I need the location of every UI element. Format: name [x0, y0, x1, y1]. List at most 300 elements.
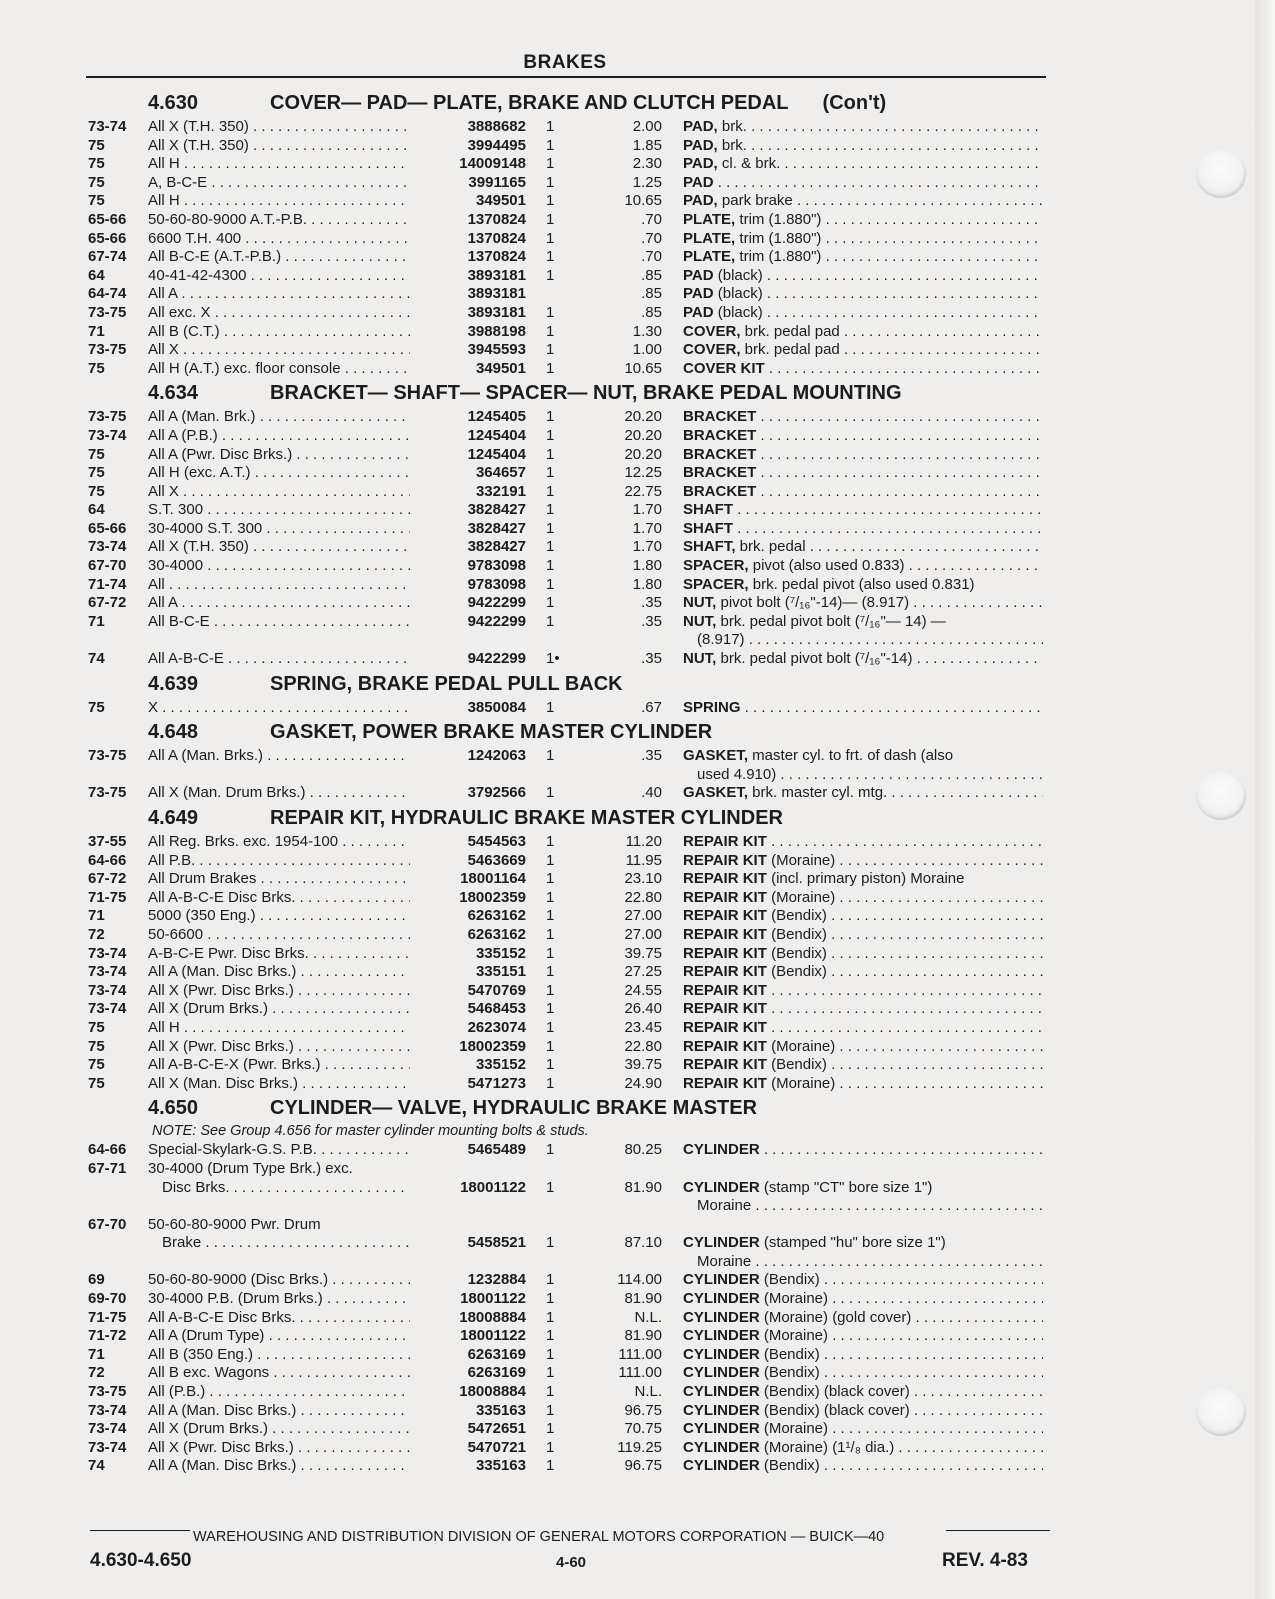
- quantity: 1: [546, 612, 555, 630]
- footer-rule-right: [946, 1530, 1050, 1531]
- part-description: [683, 248, 1043, 267]
- list-price: .70: [641, 248, 662, 266]
- part-description: [683, 747, 1043, 766]
- model-year: 75: [88, 136, 105, 154]
- model-year: 73-74: [88, 426, 127, 444]
- application: 50-60-80-9000 Pwr. Drum: [148, 1215, 321, 1233]
- part-detail: (Bendix) (black cover): [759, 1401, 910, 1419]
- application: All A (Pwr. Disc Brks.) . . .: [148, 446, 420, 465]
- part-number: 1242063: [410, 747, 526, 766]
- table-row: [0, 631, 1255, 650]
- model-year: 75: [88, 698, 105, 716]
- part-name: BRACKET: [683, 445, 757, 463]
- part-description: [683, 1197, 1043, 1216]
- part-number: 3988198: [410, 323, 526, 342]
- part-detail: (Bendix): [766, 944, 827, 962]
- part-description: [683, 1383, 1043, 1402]
- section-heading: [0, 717, 1255, 747]
- quantity: 1: [546, 266, 555, 284]
- part-description: [683, 650, 1043, 669]
- part-name: REPAIR KIT: [683, 1074, 767, 1092]
- quantity: 1: [546, 1290, 555, 1308]
- application: All X (Drum Brks.) . . .: [148, 1420, 420, 1439]
- application: All A-B-C-E Disc Brks. . . .: [148, 1309, 420, 1328]
- part-number: 5465489: [410, 1141, 526, 1160]
- quantity: 1: [546, 907, 555, 925]
- model-year: 75: [88, 173, 105, 191]
- part-name: PAD,: [683, 192, 718, 210]
- table-row: [0, 192, 1255, 211]
- part-name: SPACER,: [683, 575, 749, 593]
- list-price: 96.75: [624, 1401, 662, 1419]
- model-year: 73-74: [88, 1000, 127, 1018]
- page-edge: [1255, 0, 1275, 1599]
- part-name: REPAIR KIT: [683, 925, 767, 943]
- quantity: 1: [546, 1364, 555, 1382]
- model-year: 69: [88, 1271, 105, 1289]
- table-row: [0, 1420, 1255, 1439]
- part-number: 3828427: [410, 501, 526, 520]
- part-detail: park brake: [717, 192, 793, 210]
- part-number: 5468453: [410, 1000, 526, 1019]
- application: All X (T.H. 350) . . .: [148, 118, 420, 137]
- application: 6600 T.H. 400 . . .: [148, 230, 420, 249]
- part-number: 1232884: [410, 1271, 526, 1290]
- part-name: REPAIR KIT: [683, 963, 767, 981]
- part-description: [683, 446, 1043, 465]
- part-description: [683, 285, 1043, 304]
- part-description: [683, 155, 1043, 174]
- section-heading: [0, 803, 1255, 833]
- model-year: 75: [88, 464, 105, 482]
- parts-list: [0, 88, 1255, 1476]
- application: All B-C-E (A.T.-P.B.) . . .: [148, 248, 420, 267]
- application: 30-4000 S.T. 300 . . .: [148, 520, 420, 539]
- part-number: 3888682: [410, 118, 526, 137]
- part-name: CYLINDER: [683, 1271, 760, 1289]
- table-row: [0, 360, 1255, 379]
- table-row: [0, 1197, 1255, 1216]
- list-price: 1.80: [632, 557, 662, 575]
- list-price: 23.10: [624, 870, 662, 888]
- part-detail: brk. pedal: [735, 538, 806, 556]
- list-price: 20.20: [624, 445, 662, 463]
- application: All X (Pwr. Disc Brks.) . . .: [148, 982, 420, 1001]
- section-title: [270, 721, 712, 744]
- part-number: 18001122: [410, 1179, 526, 1198]
- part-detail: (stamped "hu" bore size 1"): [759, 1234, 946, 1252]
- part-detail: brk. pedal pad: [740, 341, 840, 359]
- part-number: 18001122: [410, 1290, 526, 1309]
- part-number: 6263162: [410, 907, 526, 926]
- quantity: 1: [546, 833, 555, 850]
- table-row: [0, 427, 1255, 446]
- table-row: [0, 155, 1255, 174]
- quantity: 1: [546, 870, 555, 888]
- application: S.T. 300 . . .: [148, 501, 420, 520]
- part-number: 5471273: [410, 1075, 526, 1094]
- quantity: 1: [546, 322, 555, 340]
- model-year: 74: [88, 1457, 105, 1475]
- application: All X . . .: [148, 341, 420, 360]
- part-description: [683, 427, 1043, 446]
- part-description: [683, 852, 1043, 871]
- part-name: NUT,: [683, 612, 717, 630]
- part-name: GASKET,: [683, 747, 749, 765]
- table-row: [0, 118, 1255, 137]
- table-row: [0, 907, 1255, 926]
- part-name: PAD: [683, 266, 714, 284]
- footer-division-text: WAREHOUSING AND DISTRIBUTION DIVISION OF GENERAL MOTORS CORPORATION — BUICK—40: [193, 1529, 885, 1545]
- model-year: 64: [88, 501, 105, 519]
- header-rule: [86, 76, 1046, 78]
- quantity: 1: [546, 519, 555, 537]
- part-number: 1245404: [410, 427, 526, 446]
- model-year: 75: [88, 359, 105, 377]
- part-name: REPAIR KIT: [683, 1056, 767, 1074]
- list-price: 87.10: [624, 1234, 662, 1252]
- part-number: 18008884: [410, 1309, 526, 1328]
- quantity: 1: [546, 136, 555, 154]
- part-detail: Moraine: [697, 1197, 752, 1215]
- table-row: [0, 1000, 1255, 1019]
- part-number: 9783098: [410, 576, 526, 595]
- application: All H (A.T.) exc. floor console . . .: [148, 360, 420, 379]
- list-price: .67: [641, 698, 662, 716]
- application: All X (Pwr. Disc Brks.) . . .: [148, 1439, 420, 1458]
- table-row: [0, 613, 1255, 632]
- part-description: [683, 870, 1043, 889]
- part-number: 3991165: [410, 174, 526, 193]
- part-detail: (Moraine): [759, 1290, 829, 1308]
- part-detail: (Moraine): [759, 1420, 829, 1438]
- application: All X (Man. Disc Brks.) . . .: [148, 1075, 420, 1094]
- part-name: SHAFT,: [683, 538, 736, 556]
- part-name: BRACKET: [683, 426, 757, 444]
- part-name: REPAIR KIT: [683, 833, 767, 850]
- list-price: .70: [641, 229, 662, 247]
- part-detail: brk.: [717, 118, 747, 135]
- table-row: [0, 1457, 1255, 1476]
- part-number: 3893181: [410, 285, 526, 304]
- part-name: SPRING: [683, 698, 741, 716]
- model-year: 73-74: [88, 1420, 127, 1438]
- part-description: [683, 1327, 1043, 1346]
- application: 30-4000 P.B. (Drum Brks.) . . .: [148, 1290, 420, 1309]
- part-name: PAD,: [683, 155, 718, 173]
- model-year: 64-74: [88, 285, 127, 303]
- part-number: 3994495: [410, 137, 526, 156]
- part-number: 3850084: [410, 699, 526, 718]
- list-price: 23.45: [624, 1018, 662, 1036]
- list-price: 2.30: [632, 155, 662, 173]
- table-row: [0, 408, 1255, 427]
- part-name: REPAIR KIT: [683, 1037, 767, 1055]
- model-year: 67-71: [88, 1159, 127, 1177]
- part-number: 18001122: [410, 1327, 526, 1346]
- part-number: 335152: [410, 1056, 526, 1075]
- list-price: 39.75: [624, 1056, 662, 1074]
- part-name: SPACER,: [683, 557, 749, 575]
- part-name: CYLINDER: [683, 1420, 760, 1438]
- part-description: [683, 576, 1043, 595]
- part-number: 5454563: [410, 833, 526, 852]
- model-year: 73-75: [88, 408, 127, 426]
- table-row: [0, 945, 1255, 964]
- part-name: REPAIR KIT: [683, 870, 767, 888]
- table-row: [0, 248, 1255, 267]
- application: All X . . .: [148, 483, 420, 502]
- list-price: 11.95: [625, 851, 662, 869]
- part-description: [683, 613, 1043, 632]
- section-title-text: COVER— PAD— PLATE, BRAKE AND CLUTCH PEDAL: [270, 92, 789, 114]
- list-price: 39.75: [624, 944, 662, 962]
- application: All A (Man. Brks.) . . .: [148, 747, 420, 766]
- model-year: 74: [88, 650, 105, 668]
- part-detail: cl. & brk.: [717, 155, 781, 173]
- table-row: [0, 520, 1255, 539]
- table-row: [0, 1402, 1255, 1421]
- table-row: [0, 267, 1255, 286]
- application: All A (Man. Disc Brks.) . . .: [148, 1457, 420, 1476]
- list-price: 96.75: [624, 1457, 662, 1475]
- part-number: 335151: [410, 963, 526, 982]
- model-year: 73-75: [88, 1383, 127, 1401]
- application: All X (Drum Brks.) . . .: [148, 1000, 420, 1019]
- quantity: 1: [546, 1178, 555, 1196]
- quantity: 1: [546, 1457, 555, 1475]
- part-detail: (incl. primary piston) Moraine: [766, 870, 965, 888]
- list-price: 22.75: [624, 482, 662, 500]
- application: All Drum Brakes . . .: [148, 870, 420, 889]
- list-price: 1.70: [632, 538, 662, 556]
- part-detail: (8.917): [697, 631, 745, 649]
- model-year: 73-74: [88, 1438, 127, 1456]
- quantity: 1: [546, 464, 555, 482]
- section-title: [270, 1097, 757, 1120]
- quantity: 1: [546, 888, 555, 906]
- table-row: [0, 852, 1255, 871]
- part-number: 9422299: [410, 613, 526, 632]
- part-description: [683, 1402, 1043, 1421]
- part-name: CYLINDER: [683, 1290, 760, 1308]
- part-number: 5463669: [410, 852, 526, 871]
- model-year: 64-66: [88, 851, 127, 869]
- part-number: 9422299: [410, 650, 526, 669]
- model-year: 67-70: [88, 557, 127, 575]
- model-year: 71: [88, 612, 105, 630]
- part-number: 3828427: [410, 538, 526, 557]
- part-description: [683, 483, 1043, 502]
- quantity: 1: [546, 557, 555, 575]
- part-name: PLATE,: [683, 248, 736, 266]
- list-price: 27.25: [624, 963, 662, 981]
- table-row: [0, 323, 1255, 342]
- model-year: 67-72: [88, 594, 127, 612]
- application: 40-41-42-4300 . . .: [148, 267, 420, 286]
- part-detail: (Bendix): [759, 1345, 820, 1363]
- part-number: 364657: [410, 464, 526, 483]
- model-year: 69-70: [88, 1290, 127, 1308]
- part-name: REPAIR KIT: [683, 1018, 767, 1036]
- part-name: REPAIR KIT: [683, 1000, 767, 1018]
- part-number: 1370824: [410, 211, 526, 230]
- section-title: [270, 92, 886, 115]
- part-name: REPAIR KIT: [683, 944, 767, 962]
- application: Disc Brks. . . .: [148, 1179, 420, 1198]
- part-detail: (Moraine): [766, 1074, 836, 1092]
- part-detail: (Bendix) (black cover): [759, 1383, 910, 1401]
- list-price: 20.20: [624, 408, 662, 426]
- part-description: [683, 1364, 1043, 1383]
- part-description: [683, 833, 1043, 852]
- part-detail: (Moraine): [766, 1037, 836, 1055]
- part-name: CYLINDER: [683, 1438, 760, 1456]
- part-description: [683, 408, 1043, 427]
- model-year: 67-72: [88, 870, 127, 888]
- part-number: 5470721: [410, 1439, 526, 1458]
- part-description: [683, 1271, 1043, 1290]
- part-description: [683, 464, 1043, 483]
- application: All A-B-C-E Disc Brks. . . .: [148, 889, 420, 908]
- part-description: [683, 889, 1043, 908]
- list-price: 22.80: [624, 888, 662, 906]
- part-name: PAD: [683, 173, 714, 191]
- quantity: 1: [546, 594, 555, 612]
- model-year: 73-74: [88, 981, 127, 999]
- section-title-text: SPRING, BRAKE PEDAL PULL BACK: [270, 672, 623, 695]
- quantity: 1: [546, 445, 555, 463]
- part-name: REPAIR KIT: [683, 907, 767, 925]
- application: All B (350 Eng.) . . .: [148, 1346, 420, 1365]
- part-name: BRACKET: [683, 482, 757, 500]
- list-price: 119.25: [617, 1438, 662, 1456]
- application: 50-60-80-9000 A.T.-P.B. . . .: [148, 211, 420, 230]
- part-number: 349501: [410, 192, 526, 211]
- part-description: [683, 1439, 1043, 1458]
- list-price: 22.80: [624, 1037, 662, 1055]
- model-year: 75: [88, 1074, 105, 1092]
- part-detail: trim (1.880"): [735, 210, 822, 228]
- quantity: 1: [546, 1037, 555, 1055]
- part-description: [683, 1253, 1043, 1272]
- quantity: 1: [546, 1383, 555, 1401]
- part-name: SHAFT: [683, 519, 733, 537]
- part-name: CYLINDER: [683, 1401, 760, 1419]
- table-row: [0, 230, 1255, 249]
- section-title: [270, 382, 902, 405]
- application: All B exc. Wagons . . .: [148, 1364, 420, 1383]
- model-year: 75: [88, 1037, 105, 1055]
- model-year: 73-75: [88, 341, 127, 359]
- table-row: [0, 1253, 1255, 1272]
- application: All H . . .: [148, 155, 420, 174]
- section-title-text: BRACKET— SHAFT— SPACER— NUT, BRAKE PEDAL MOUNTING: [270, 382, 902, 405]
- part-name: PAD,: [683, 118, 718, 135]
- part-description: [683, 1141, 1043, 1160]
- part-name: COVER,: [683, 322, 741, 340]
- application: All B-C-E . . .: [148, 613, 420, 632]
- part-description: [683, 341, 1043, 360]
- part-name: COVER,: [683, 341, 741, 359]
- model-year: 75: [88, 192, 105, 210]
- quantity: 1: [546, 1438, 555, 1456]
- part-description: [683, 1000, 1043, 1019]
- table-row: [0, 1346, 1255, 1365]
- part-description: [683, 594, 1043, 613]
- quantity: 1: [546, 925, 555, 943]
- part-number: 5470769: [410, 982, 526, 1001]
- model-year: 75: [88, 482, 105, 500]
- part-detail: brk. pedal pivot bolt (⁷/₁₆"— 14) —: [716, 612, 946, 630]
- table-row: [0, 1019, 1255, 1038]
- application: X . . .: [148, 699, 420, 718]
- model-year: 64: [88, 266, 105, 284]
- part-description: [683, 1019, 1043, 1038]
- quantity: 1: [546, 192, 555, 210]
- application: All Reg. Brks. exc. 1954-100 . . .: [148, 833, 420, 852]
- model-year: 73-74: [88, 944, 127, 962]
- part-number: 332191: [410, 483, 526, 502]
- part-detail: brk. pedal pivot (also used 0.831): [748, 575, 975, 593]
- model-year: 73-75: [88, 784, 127, 802]
- section-number: 4.639: [148, 672, 199, 695]
- part-detail: (Bendix): [766, 907, 827, 925]
- model-year: 71: [88, 907, 105, 925]
- section-number: 4.650: [148, 1097, 199, 1120]
- section-title: [270, 673, 623, 696]
- part-number: 6263169: [410, 1346, 526, 1365]
- part-name: BRACKET: [683, 464, 757, 482]
- table-row: [0, 285, 1255, 304]
- quantity: 1: [546, 1327, 555, 1345]
- part-detail: (Bendix): [759, 1457, 820, 1475]
- part-description: [683, 1179, 1043, 1198]
- part-detail: (Bendix): [759, 1271, 820, 1289]
- table-row: [0, 464, 1255, 483]
- part-name: PAD: [683, 303, 714, 321]
- quantity: 1: [546, 501, 555, 519]
- quantity: 1: [546, 1141, 555, 1159]
- list-price: 80.25: [624, 1141, 662, 1159]
- quantity: 1: [546, 229, 555, 247]
- table-row: [0, 137, 1255, 156]
- application: 5000 (350 Eng.) . . .: [148, 907, 420, 926]
- list-price: .35: [641, 747, 662, 765]
- part-number: 14009148: [410, 155, 526, 174]
- application: All A (Man. Disc Brks.) . . .: [148, 963, 420, 982]
- table-row: [0, 576, 1255, 595]
- part-description: [683, 1346, 1043, 1365]
- quantity: 1: [546, 248, 555, 266]
- quantity: 1: [546, 408, 555, 426]
- list-price: 1.25: [632, 173, 662, 191]
- part-name: NUT,: [683, 650, 717, 668]
- list-price: 2.00: [632, 118, 662, 135]
- quantity: 1: [546, 359, 555, 377]
- part-number: 3792566: [410, 784, 526, 803]
- list-price: 81.90: [624, 1327, 662, 1345]
- footer-revision: REV. 4-83: [942, 1550, 1028, 1571]
- section-note: NOTE: See Group 4.656 for master cylinder mounting bolts & studs.: [152, 1123, 589, 1140]
- part-number: 3828427: [410, 520, 526, 539]
- part-description: [683, 137, 1043, 156]
- part-description: [683, 557, 1043, 576]
- model-year: 75: [88, 155, 105, 173]
- table-row: [0, 889, 1255, 908]
- part-name: CYLINDER: [683, 1383, 760, 1401]
- table-row: [0, 341, 1255, 360]
